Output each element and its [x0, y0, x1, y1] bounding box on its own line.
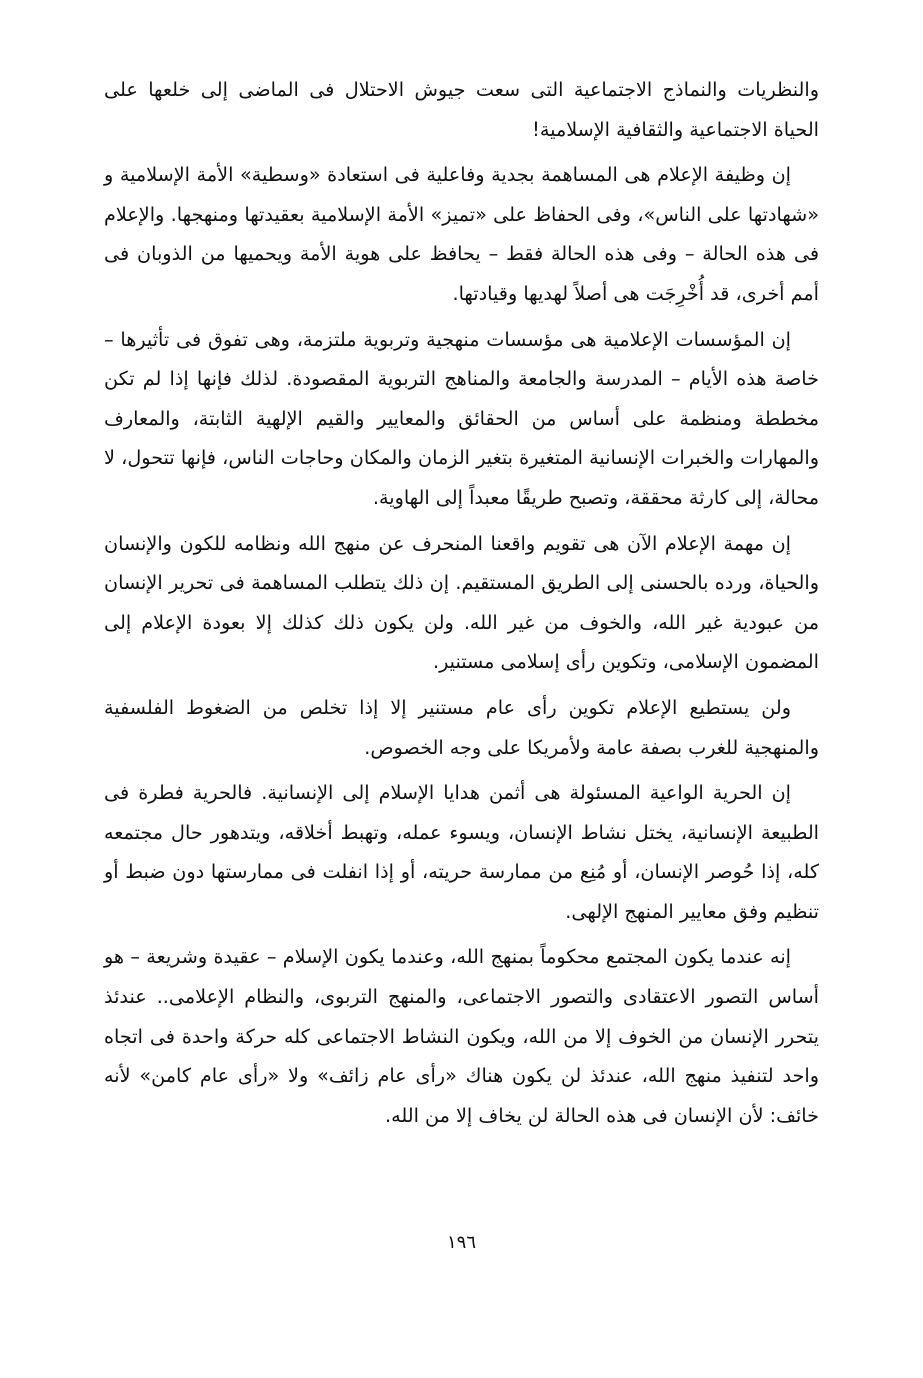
paragraph-3: إن المؤسسات الإعلامية هى مؤسسات منهجية وتربوية ملتزمة، وهى تفوق فى تأثيرها – خاصة هذه الأيام – المدرسة والجامعة والمناهج التربوية المقصودة. لذلك فإنها إذا لم تكن مخططة ومنظمة على أساس من الحقائق والمعايير والقيم الإلهية الثابتة، والمعارف والمهارات والخبرات الإنسانية المتغيرة بتغير الزمان والمكان وحاجات الناس، فإنها تتحول، لا محالة، إلى كارثة محققة، وتصبح طريقًا معبداً إلى الهاوية. [104, 327, 819, 509]
page-number: ١٩٦ [446, 1232, 476, 1253]
paragraph-1: والنظريات والنماذج الاجتماعية التى سعت جيوش الاحتلال فى الماضى إلى خلعها على الحياة الاجتماعية والثقافية الإسلامية! [104, 78, 819, 141]
paragraph-2: إن وظيفة الإعلام هى المساهمة بجدية وفاعلية فى استعادة «وسطية» الأمة الإسلامية و «شهادتها على الناس»، وفى الحفاظ على «تميز» الأمة الإسلامية بعقيدتها ومنهجها. والإعلام فى هذه الحالة – وفى هذه الحالة فقط – يحافظ على هوية الأمة ويحميها من الذوبان فى أمم أخرى، قد أُخْرِجَت هى أصلاً لهديها وقيادتها. [104, 163, 819, 305]
paragraph-7: إنه عندما يكون المجتمع محكوماً بمنهج الله، وعندما يكون الإسلام – عقيدة وشريعة – هو أساس التصور الاعتقادى والتصور الاجتماعى، والمنهج التربوى، والنظام الإعلامى.. عندئذ يتحرر الإنسان من الخوف إلا من الله، ويكون النشاط الاجتماعى كله حركة واحدة فى اتجاه واحد لتنفيذ منهج الله، عندئذ لن يكون هناك «رأى عام زائف» ولا «رأى عام كامن» لأنه خائف: لأن الإنسان فى هذه الحالة لن يخاف إلا من الله. [104, 945, 819, 1127]
paragraph-4: إن مهمة الإعلام الآن هى تقويم واقعنا المنحرف عن منهج الله ونظامه للكون والإنسان والحياة، ورده بالحسنى إلى الطريق المستقيم. إن ذلك يتطلب المساهمة فى تحرير الإنسان من عبودية غير الله، والخوف من غير الله. ولن يكون ذلك كذلك إلا بعودة الإعلام إلى المضمون الإسلامى، وتكوين رأى إسلامى مستنير. [104, 531, 819, 674]
paragraph-5: ولن يستطيع الإعلام تكوين رأى عام مستنير إلا إذا تخلص من الضغوط الفلسفية والمنهجية للغرب بصفة عامة ولأمريكا على وجه الخصوص. [104, 695, 819, 759]
body-text [104, 70, 819, 1141]
paragraph-6: إن الحرية الواعية المسئولة هى أثمن هدايا الإسلام إلى الإنسانية. فالحرية فطرة فى الطبيعة الإنسانية، يختل نشاط الإنسان، ويسوء عمله، وتهبط أخلاقه، ويتدهور حال مجتمعه كله، إذا حُوصر الإنسان، أو مُنِع من ممارسة حريته، أو إذا انفلت فى ممارستها دون ضبط أو تنظيم وفق معايير المنهج الإلهى. [104, 781, 819, 923]
